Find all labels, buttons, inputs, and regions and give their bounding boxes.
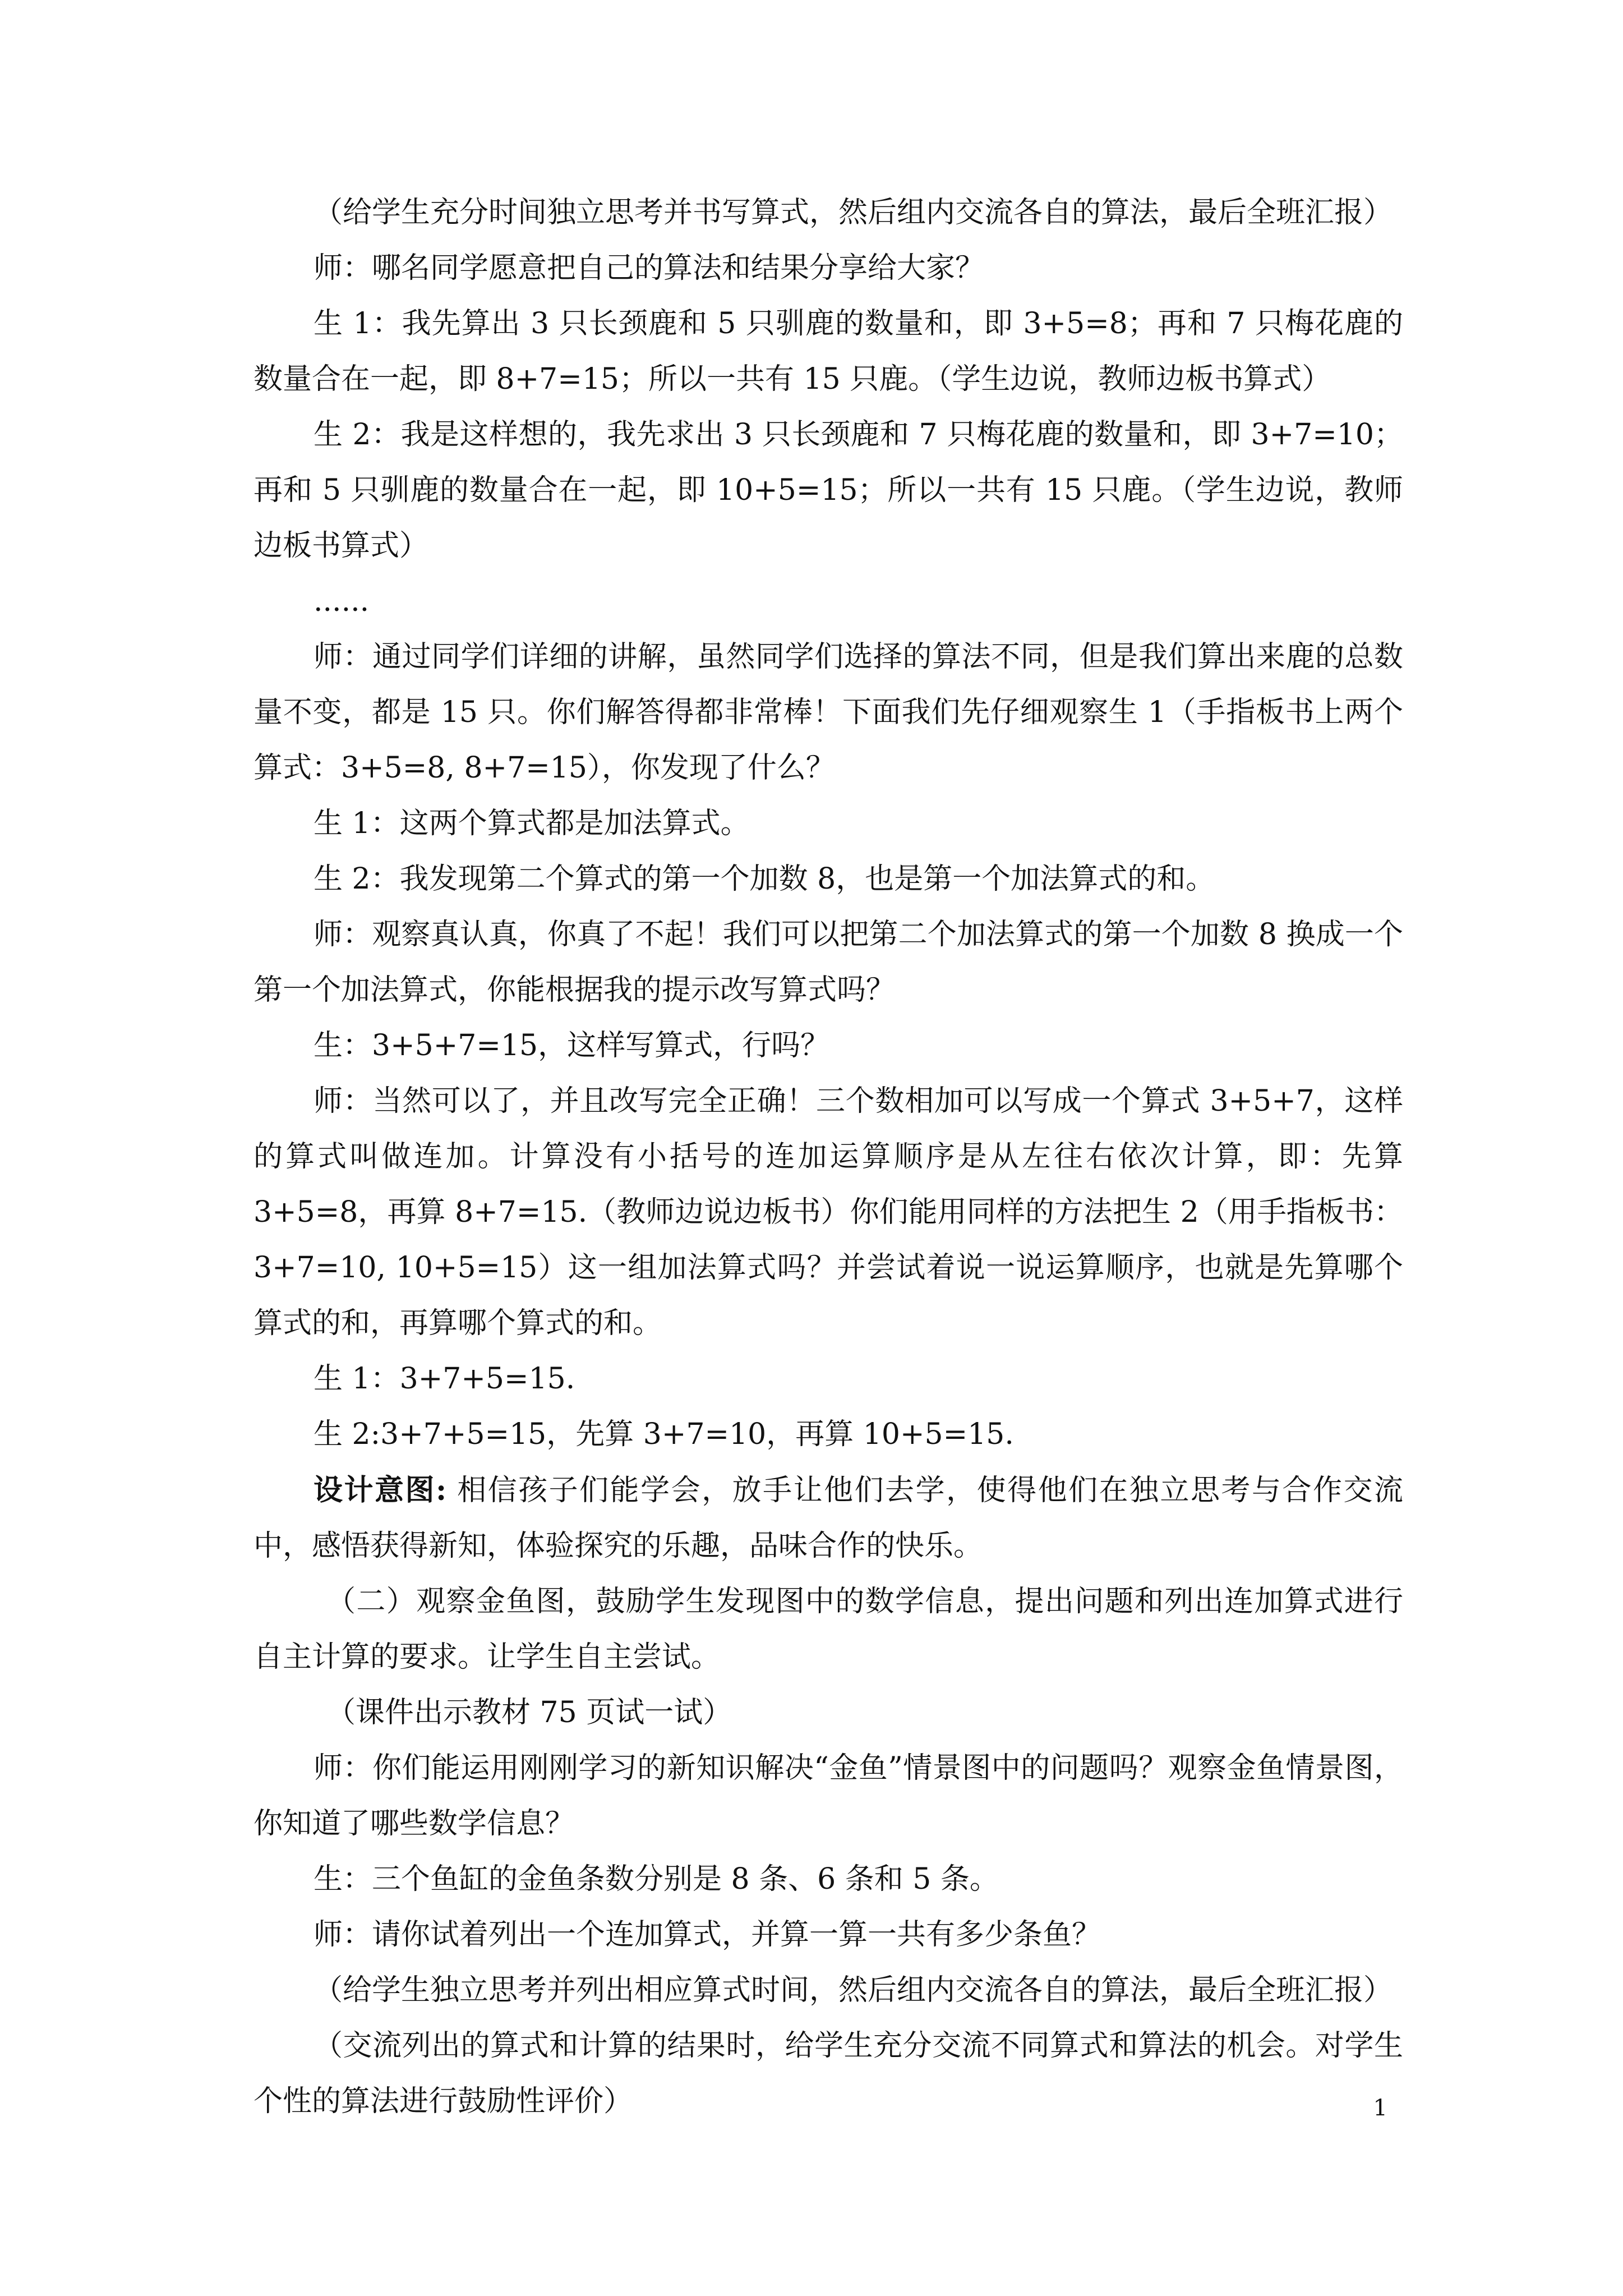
document-body — [253, 185, 1413, 2129]
paragraph: （给学生独立思考并列出相应算式时间，然后组内交流各自的算法，最后全班汇报） — [313, 1973, 1393, 2007]
paragraph: 生 2：我是这样想的，我先求出 3 只长颈鹿和 7 只梅花鹿的数量和，即 3+7=10；再和 5 只驯鹿的数量合在一起，即 10+5=15；所以一共有 15 只鹿。（学生边说，教师边板书算式） — [253, 418, 1403, 563]
paragraph: 生：3+5+7=15，这样写算式，行吗？ — [313, 1029, 830, 1062]
paragraph: 生 2：我发现第二个算式的第一个加数 8，也是第一个加法算式的和。 — [313, 862, 1215, 896]
paragraph: 师：你们能运用刚刚学习的新知识解决“金鱼”情景图中的问题吗？观察金鱼情景图，你知道了哪些数学信息？ — [253, 1751, 1403, 1841]
paragraph: 师：当然可以了，并且改写完全正确！三个数相加可以写成一个算式 3+5+7，这样的算式叫做连加。计算没有小括号的连加运算顺序是从左往右依次计算，即：先算 3+5=8，再算 8+7=15.（教师边说边板书）你们能用同样的方法把生 2（用手指板书：3+7=10, 10+5=15）这一组加法算式吗？并尝试着说一说运算顺序，也就是先算哪个算式的和，再算哪个算式的和。 — [253, 1084, 1413, 1340]
paragraph: 生 1：我先算出 3 只长颈鹿和 5 只驯鹿的数量和，即 3+5=8；再和 7 只梅花鹿的数量合在一起，即 8+7=15；所以一共有 15 只鹿。（学生边说，教师边板书算式） — [253, 307, 1403, 396]
paragraph: 生 1：这两个算式都是加法算式。 — [313, 807, 750, 840]
paragraph: 师：哪名同学愿意把自己的算法和结果分享给大家？ — [313, 251, 985, 285]
paragraph: 生：三个鱼缸的金鱼条数分别是 8 条、6 条和 5 条。 — [313, 1862, 999, 1896]
paragraph: （交流列出的算式和计算的结果时，给学生充分交流不同算式和算法的机会。对学生个性的算法进行鼓励性评价） — [253, 2029, 1403, 2118]
design-intent-label: 设计意图: — [313, 1473, 447, 1507]
ellipsis-line: ...... — [313, 585, 370, 618]
page-number: 1 — [1373, 2095, 1387, 2121]
paragraph: 师：通过同学们详细的讲解，虽然同学们选择的算法不同，但是我们算出来鹿的总数量不变，都是 15 只。你们解答得都非常棒！下面我们先仔细观察生 1（手指板书上两个算式：3+5=8, 8+7=15），你发现了什么？ — [253, 640, 1403, 785]
paragraph: （给学生充分时间独立思考并书写算式，然后组内交流各自的算法，最后全班汇报） — [313, 196, 1393, 229]
paragraph: 师：观察真认真，你真了不起！我们可以把第二个加法算式的第一个加数 8 换成一个第一个加法算式，你能根据我的提示改写算式吗？ — [253, 918, 1403, 1007]
paragraph: 生 1：3+7+5=15. — [313, 1362, 575, 1396]
design-intent-text: 相信孩子们能学会，放手让他们去学，使得他们在独立思考与合作交流中，感悟获得新知，体验探究的乐趣，品味合作的快乐。 — [253, 1474, 1403, 1563]
paragraph: 生 2:3+7+5=15，先算 3+7=10，再算 10+5=15. — [313, 1418, 1014, 1451]
design-intent-paragraph — [253, 1462, 1403, 1574]
paragraph: （课件出示教材 75 页试一试） — [326, 1696, 732, 1729]
paragraph: 师：请你试着列出一个连加算式，并算一算一共有多少条鱼？ — [313, 1918, 1101, 1952]
section-heading-paragraph: （二）观察金鱼图，鼓励学生发现图中的数学信息，提出问题和列出连加算式进行自主计算的要求。让学生自主尝试。 — [253, 1585, 1403, 1674]
